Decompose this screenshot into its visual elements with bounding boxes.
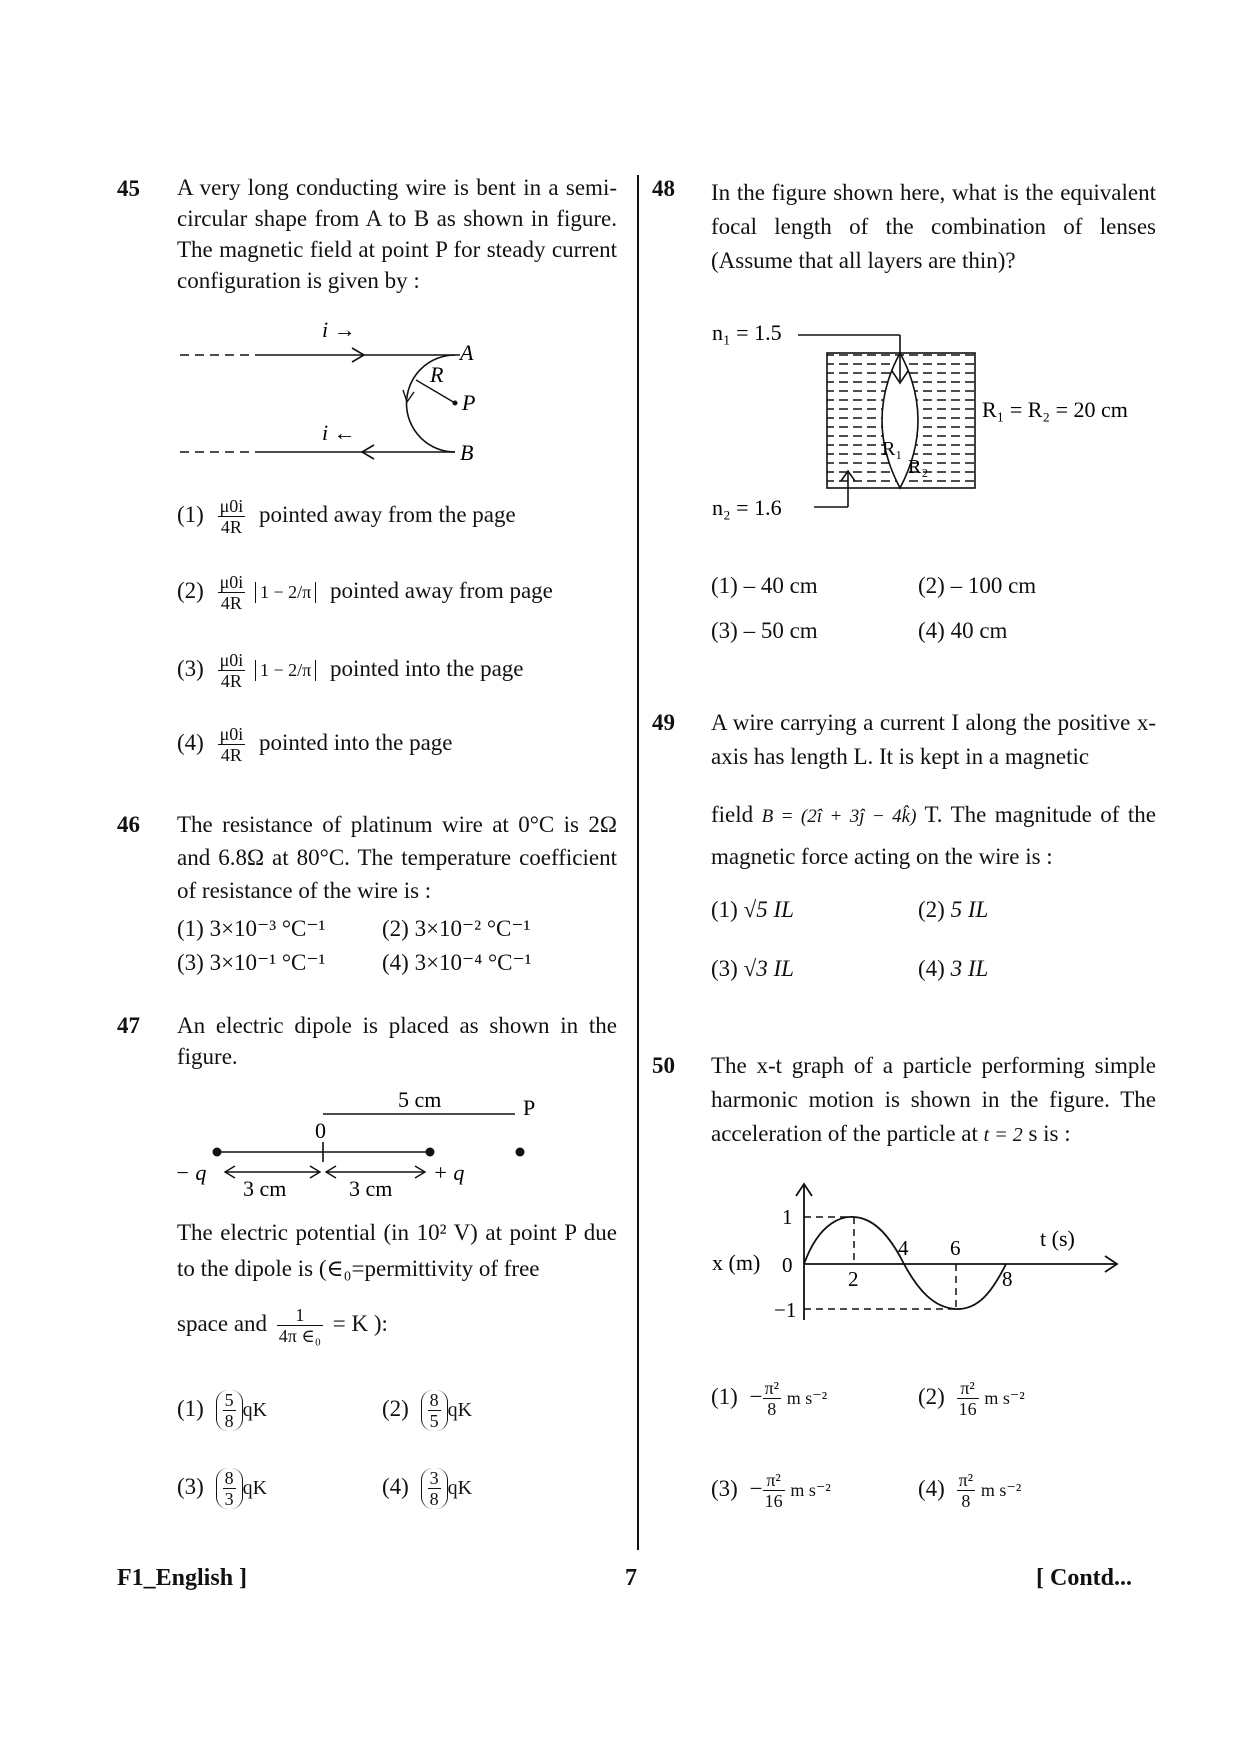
- question-49-text: A wire carrying a current I along the positive x-axis has length L. It is kept in a magnetic: [711, 710, 1156, 769]
- footer-continued: [ Contd...: [1036, 1565, 1133, 1591]
- q47-dipole-figure: [175, 1090, 555, 1205]
- q49-option-4[interactable]: (4) 3 IL: [918, 956, 989, 981]
- q47-point-label: P: [523, 1095, 536, 1120]
- q48-option-3[interactable]: (3) – 50 cm: [711, 618, 818, 643]
- q48-n2-label: n₂ = 1.6: [712, 495, 782, 520]
- q45-wire-figure: [170, 310, 510, 470]
- q50-x-tick-6: 6: [950, 1236, 961, 1260]
- question-49-text-2: field B = (2î + 3ĵ − 4k̂) T. The magnitude of the magnetic force acting on the wire is :: [711, 802, 1156, 869]
- q48-radii-label: R₁ = R₂ = 20 cm: [982, 397, 1128, 422]
- q48-option-1[interactable]: (1) – 40 cm: [711, 573, 818, 598]
- q46-option-2[interactable]: (2) 3×10⁻² °C⁻¹: [382, 916, 531, 941]
- q49-option-2[interactable]: (2) 5 IL: [918, 897, 989, 922]
- q50-x-tick-4: 4: [898, 1236, 909, 1260]
- q45-current-bottom-label: i ←: [322, 420, 356, 445]
- q47-text-permittivity: space and $\frac{1}{\text{4π ∈₀}}$ = K ):: [177, 1305, 388, 1346]
- q47-option-2[interactable]: (2) $\frac{8}{5}$ qK: [382, 1390, 473, 1431]
- q48-option-4[interactable]: (4) 40 cm: [918, 618, 1008, 643]
- q45-current-top-label: i →: [322, 317, 356, 342]
- q45-option-2[interactable]: (2) $\frac{\mu 0i}{4R}$ 1 − 2/π pointed away from page: [177, 572, 553, 613]
- q46-option-3[interactable]: (3) 3×10⁻¹ °C⁻¹: [177, 950, 326, 975]
- q47-left-dist-label: 3 cm: [243, 1176, 287, 1201]
- q45-option-3[interactable]: (3) $\frac{\mu 0i}{4R}$ 1 − 2/π pointed into the page: [177, 650, 524, 691]
- q48-n1-label: n₁ = 1.5: [712, 320, 782, 345]
- footer-paper-code: F1_English ]: [117, 1565, 248, 1591]
- question-48-text: In the figure shown here, what is the equivalent focal length of the combination of lenses (Assume that all layers are thin)?: [711, 180, 1156, 273]
- question-47-text: An electric dipole is placed as shown in the figure.: [177, 1013, 617, 1069]
- question-50-text: The x-t graph of a particle performing simple harmonic motion is shown in the figure. The acceleration of the particle at t = 2 s is :: [711, 1053, 1156, 1146]
- q49-field-vector: B = (2î + 3ĵ − 4k̂): [761, 806, 917, 827]
- q45-label-b: B: [460, 440, 474, 465]
- q50-x-tick-2: 2: [848, 1267, 859, 1291]
- footer-page-number: 7: [625, 1565, 637, 1591]
- question-46-number: 46: [117, 812, 140, 837]
- q47-origin-label: 0: [315, 1118, 326, 1143]
- q50-y-axis-label: x (m): [712, 1250, 761, 1275]
- question-50-number: 50: [652, 1053, 675, 1078]
- q50-y-tick-neg1: −1: [774, 1298, 797, 1322]
- q45-label-a: A: [460, 340, 474, 365]
- q50-option-1[interactable]: (1) − $\frac{\text{π²}}{8}$ m s⁻²: [711, 1378, 828, 1419]
- q47-dist-top-label: 5 cm: [398, 1090, 442, 1112]
- question-45-text: A very long conducting wire is bent in a semi-circular shape from A to B as shown in figure. The magnetic field at point P for steady current configuration is given by :: [177, 175, 617, 293]
- q50-x-tick-8: 8: [1002, 1267, 1013, 1291]
- q46-option-1[interactable]: (1) 3×10⁻³ °C⁻¹: [177, 916, 326, 941]
- question-47-text-2: The electric potential (in 10² V) at point P due to the dipole is (∈₀=permittivity of free: [177, 1220, 617, 1281]
- q48-lens-figure: [712, 315, 1182, 530]
- q47-neg-charge-label: − q: [175, 1160, 207, 1185]
- q47-pos-charge-label: + q: [433, 1160, 465, 1185]
- q50-option-3[interactable]: (3) − $\frac{\text{π²}}{16}$ m s⁻²: [711, 1470, 831, 1511]
- q47-right-dist-label: 3 cm: [349, 1176, 393, 1201]
- q48-r1-label: R₁: [882, 438, 903, 460]
- q45-label-r: R: [430, 362, 444, 387]
- q49-option-3[interactable]: (3) √3 IL: [711, 956, 794, 981]
- q50-y-tick-1: 1: [782, 1205, 793, 1229]
- question-46-text: The resistance of platinum wire at 0°C is 2Ω and 6.8Ω at 80°C. The temperature coefficient of resistance of the wire is :: [177, 812, 617, 903]
- question-48-number: 48: [652, 176, 675, 201]
- question-47-number: 47: [117, 1013, 140, 1038]
- q50-x-axis-label: t (s): [1040, 1226, 1075, 1251]
- q46-option-4[interactable]: (4) 3×10⁻⁴ °C⁻¹: [382, 950, 532, 975]
- q49-option-1[interactable]: (1) √5 IL: [711, 897, 794, 922]
- question-49-number: 49: [652, 710, 675, 735]
- q47-option-1[interactable]: (1) $\frac{5}{8}$ qK: [177, 1390, 268, 1431]
- q45-option-4[interactable]: (4) $\frac{\mu 0i}{4R}$ pointed into the page: [177, 724, 453, 765]
- q50-option-2[interactable]: (2) $\frac{\text{π²}}{16}$ m s⁻²: [918, 1378, 1025, 1419]
- q48-r2-label: R₂: [908, 456, 929, 478]
- q47-option-3[interactable]: (3) $\frac{8}{3}$ qK: [177, 1468, 268, 1509]
- column-divider: [637, 175, 639, 1550]
- q48-option-2[interactable]: (2) – 100 cm: [918, 573, 1037, 598]
- q47-option-4[interactable]: (4) $\frac{3}{8}$ qK: [382, 1468, 473, 1509]
- question-45-number: 45: [117, 176, 140, 201]
- q45-label-p: P: [462, 390, 476, 415]
- q45-option-1[interactable]: (1) $\frac{\mu 0i}{4R}$ pointed away from the page: [177, 496, 516, 537]
- q50-option-4[interactable]: (4) $\frac{\text{π²}}{8}$ m s⁻²: [918, 1470, 1022, 1511]
- q50-shm-graph: [712, 1180, 1132, 1330]
- q50-y-tick-0: 0: [782, 1253, 793, 1277]
